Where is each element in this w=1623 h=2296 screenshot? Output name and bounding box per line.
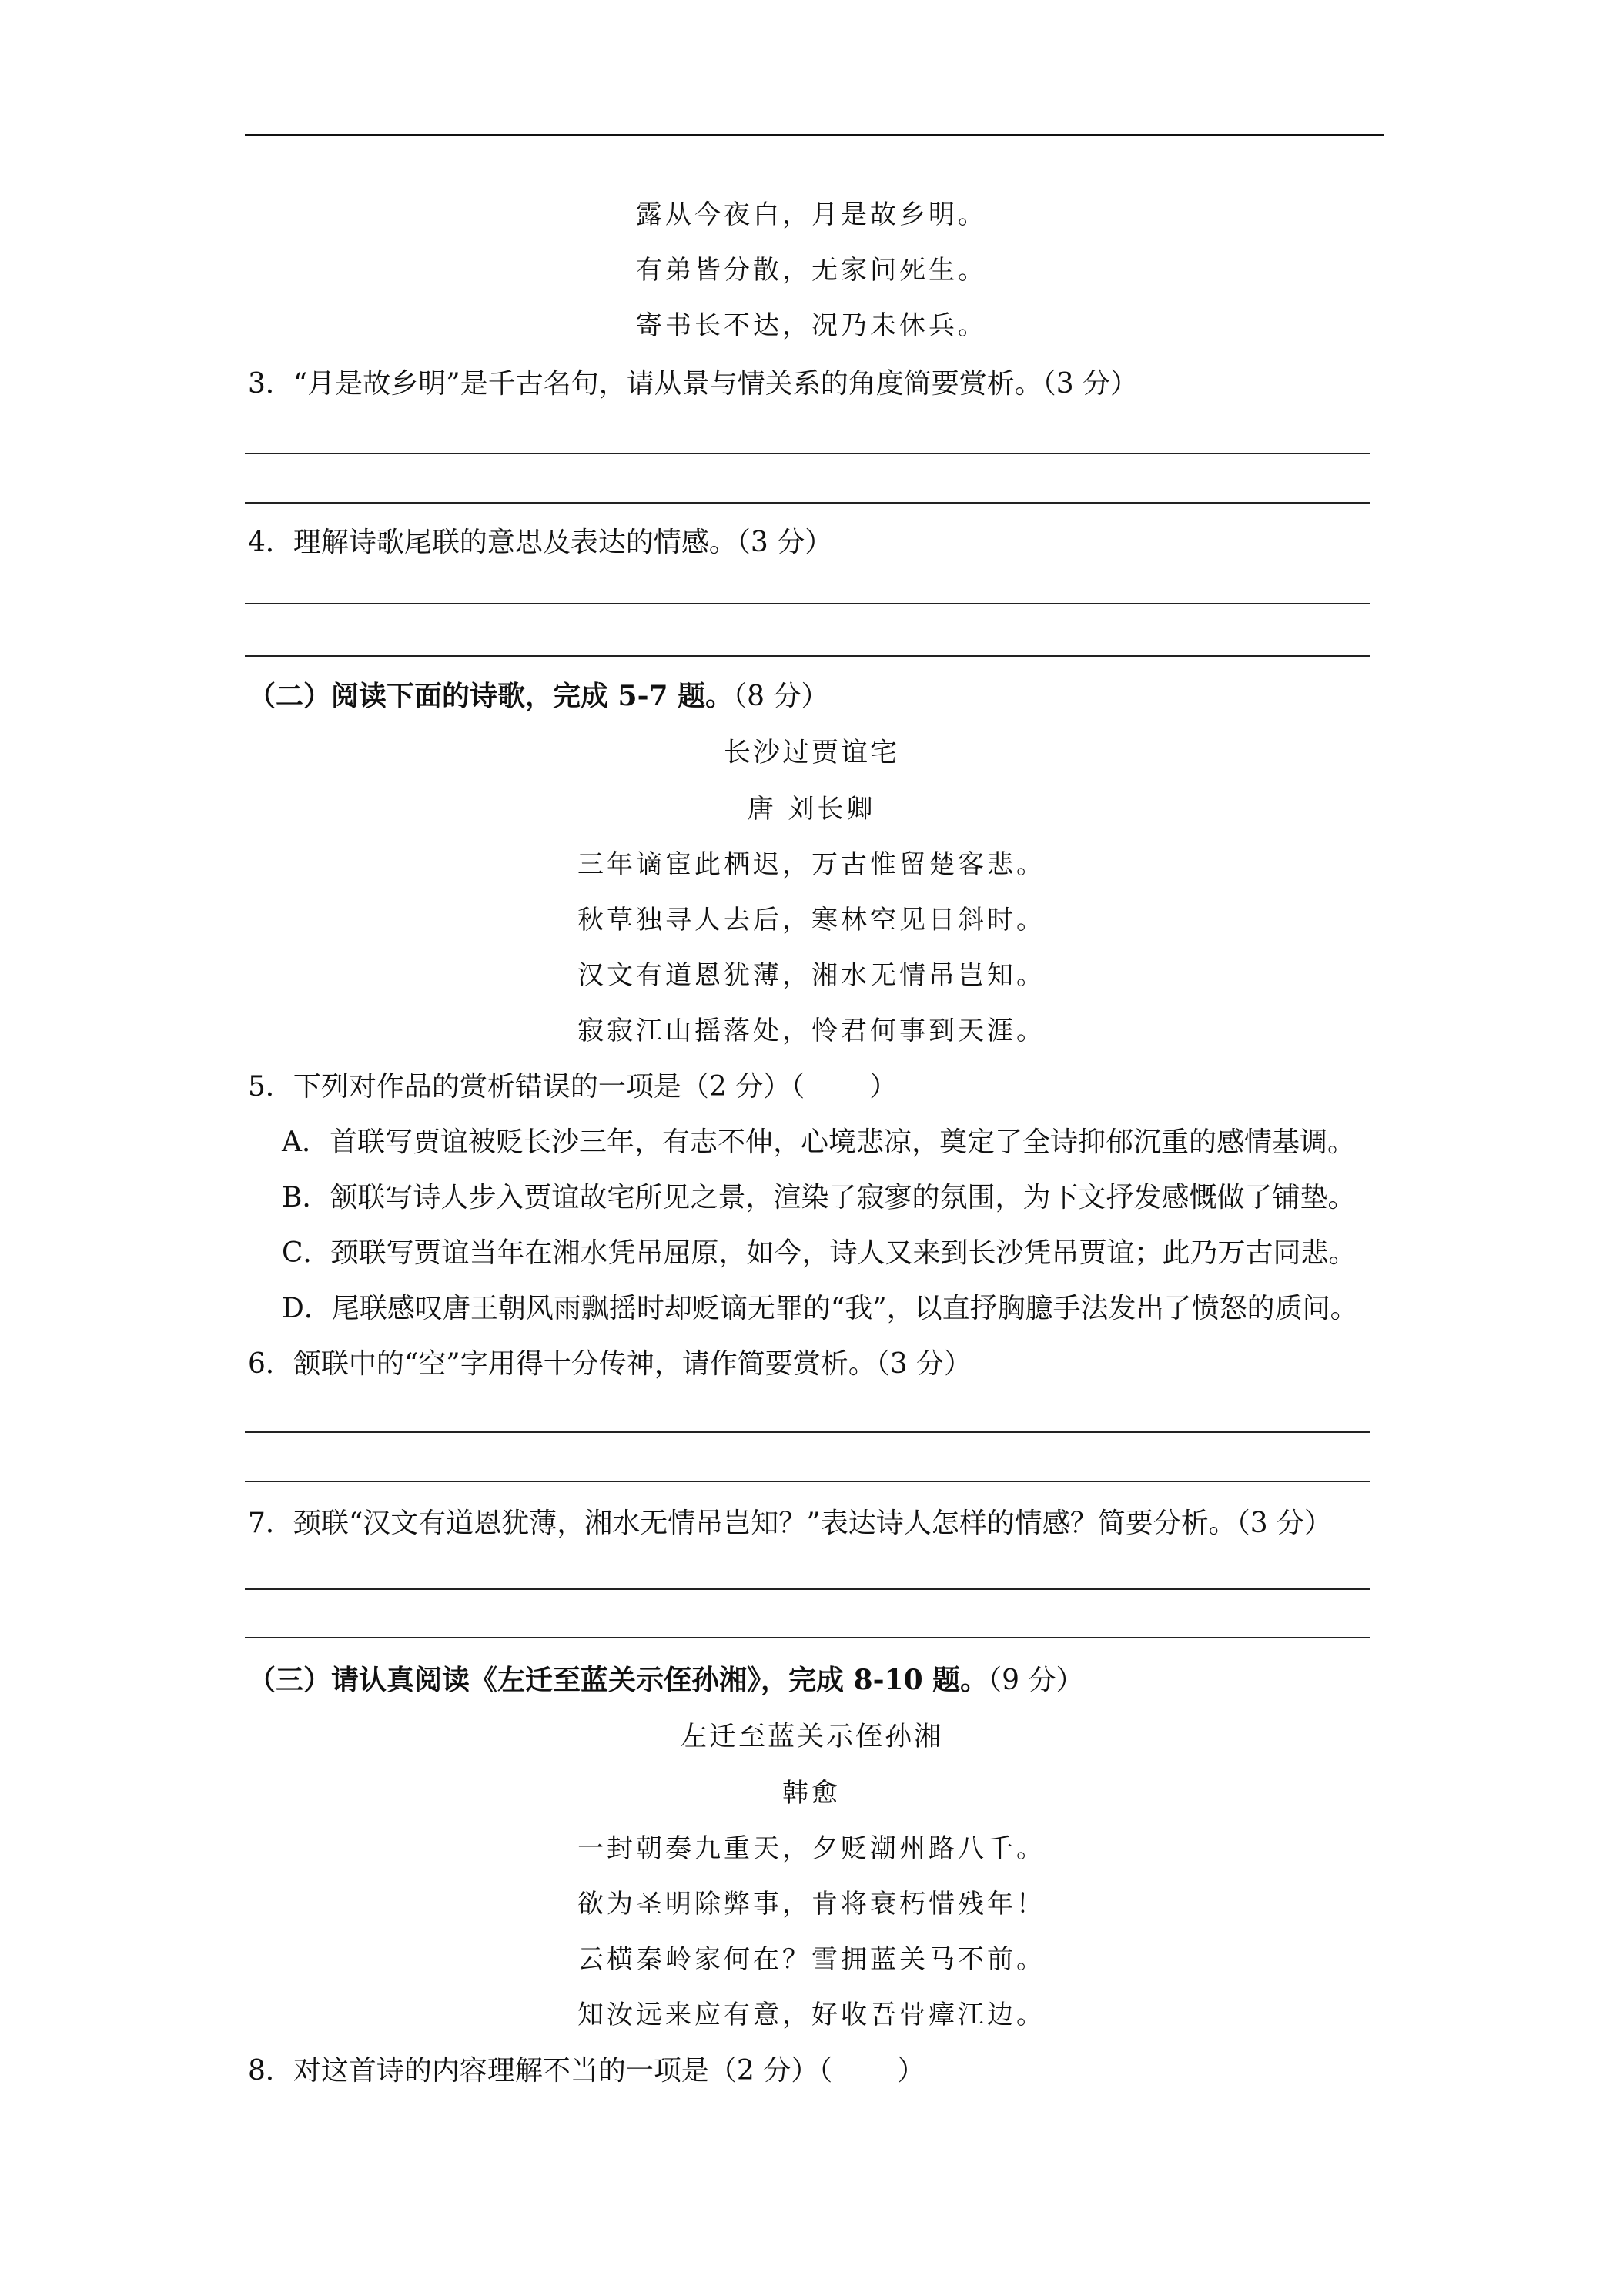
answer-line[interactable]	[245, 502, 1370, 504]
answer-line[interactable]	[245, 655, 1370, 657]
option-c[interactable]: C．颈联写贾谊当年在湘水凭吊屈原，如今，诗人又来到长沙凭吊贾谊；此乃万古同悲。	[282, 1237, 1357, 1269]
poem2-author: 唐 刘长卿	[747, 794, 876, 825]
question-5	[248, 1073, 897, 1101]
poem2-title: 长沙过贾谊宅	[723, 738, 899, 768]
header-rule	[245, 134, 1384, 136]
poem3-line-3: 云横秦岭家何在？雪拥蓝关马不前。	[577, 1944, 1046, 1975]
question-8	[248, 2057, 925, 2085]
poem1-line-1: 露从今夜白，月是故乡明。	[636, 199, 987, 230]
section-2-title: （二）阅读下面的诗歌，完成 5-7 题。	[248, 680, 734, 712]
option-d[interactable]: D．尾联感叹唐王朝风雨飘摇时却贬谪无罪的“我”，以直抒胸臆手法发出了愤怒的质问。	[282, 1293, 1358, 1324]
section-2-heading	[248, 682, 828, 711]
poem2-line-3: 汉文有道恩犹薄，湘水无情吊岂知。	[577, 960, 1046, 991]
poem2-line-1: 三年谪宦此栖迟，万古惟留楚客悲。	[577, 849, 1046, 880]
poem3-line-1: 一封朝奏九重天，夕贬潮州路八千。	[577, 1833, 1046, 1864]
question-6: 6．颔联中的“空”字用得十分传神，请作简要赏析。（3 分）	[248, 1348, 972, 1380]
option-b[interactable]: B．颔联写诗人步入贾谊故宅所见之景，渲染了寂寥的氛围，为下文抒发感慨做了铺垫。	[282, 1182, 1356, 1213]
poem2-line-4: 寂寂江山摇落处，怜君何事到天涯。	[577, 1016, 1046, 1046]
poem3-line-4: 知汝远来应有意，好收吾骨瘴江边。	[577, 2000, 1046, 2030]
question-4: 4．理解诗歌尾联的意思及表达的情感。（3 分）	[248, 527, 833, 558]
answer-line[interactable]	[245, 453, 1370, 454]
question-3: 3．“月是故乡明”是千古名句，请从景与情关系的角度简要赏析。（3 分）	[248, 368, 1139, 400]
option-a[interactable]: A．首联写贾谊被贬长沙三年，有志不伸，心境悲凉，奠定了全诗抑郁沉重的感情基调。	[282, 1126, 1355, 1158]
section-3-title: （三）请认真阅读《左迁至蓝关示侄孙湘》，完成 8-10 题。	[248, 1664, 989, 1696]
question-5-text: 5．下列对作品的赏析错误的一项是（2 分）（	[248, 1071, 805, 1103]
answer-line[interactable]	[245, 603, 1370, 604]
question-5-close: ）	[869, 1071, 898, 1103]
poem3-line-2: 欲为圣明除弊事，肯将衰朽惜残年！	[577, 1889, 1046, 1919]
question-7: 7．颈联“汉文有道恩犹薄，湘水无情吊岂知？”表达诗人怎样的情感？简要分析。（3 分）	[248, 1508, 1333, 1539]
poem2-line-2: 秋草独寻人去后，寒林空见日斜时。	[577, 905, 1046, 935]
section-3-points: （9 分）	[988, 1665, 1084, 1696]
section-2-points: （8 分）	[733, 681, 829, 712]
question-8-text: 8．对这首诗的内容理解不当的一项是（2 分）（	[248, 2055, 833, 2087]
answer-line[interactable]	[245, 1431, 1370, 1433]
poem1-line-2: 有弟皆分散，无家问死生。	[636, 255, 987, 286]
poem3-author: 韩愈	[782, 1778, 841, 1809]
answer-line[interactable]	[245, 1481, 1370, 1482]
section-3-heading	[248, 1666, 1084, 1695]
poem1-line-3: 寄书长不达，况乃未休兵。	[636, 310, 987, 341]
answer-line[interactable]	[245, 1637, 1370, 1638]
poem3-title: 左迁至蓝关示侄孙湘	[679, 1722, 943, 1752]
question-8-close: ）	[897, 2055, 925, 2087]
answer-line[interactable]	[245, 1588, 1370, 1590]
